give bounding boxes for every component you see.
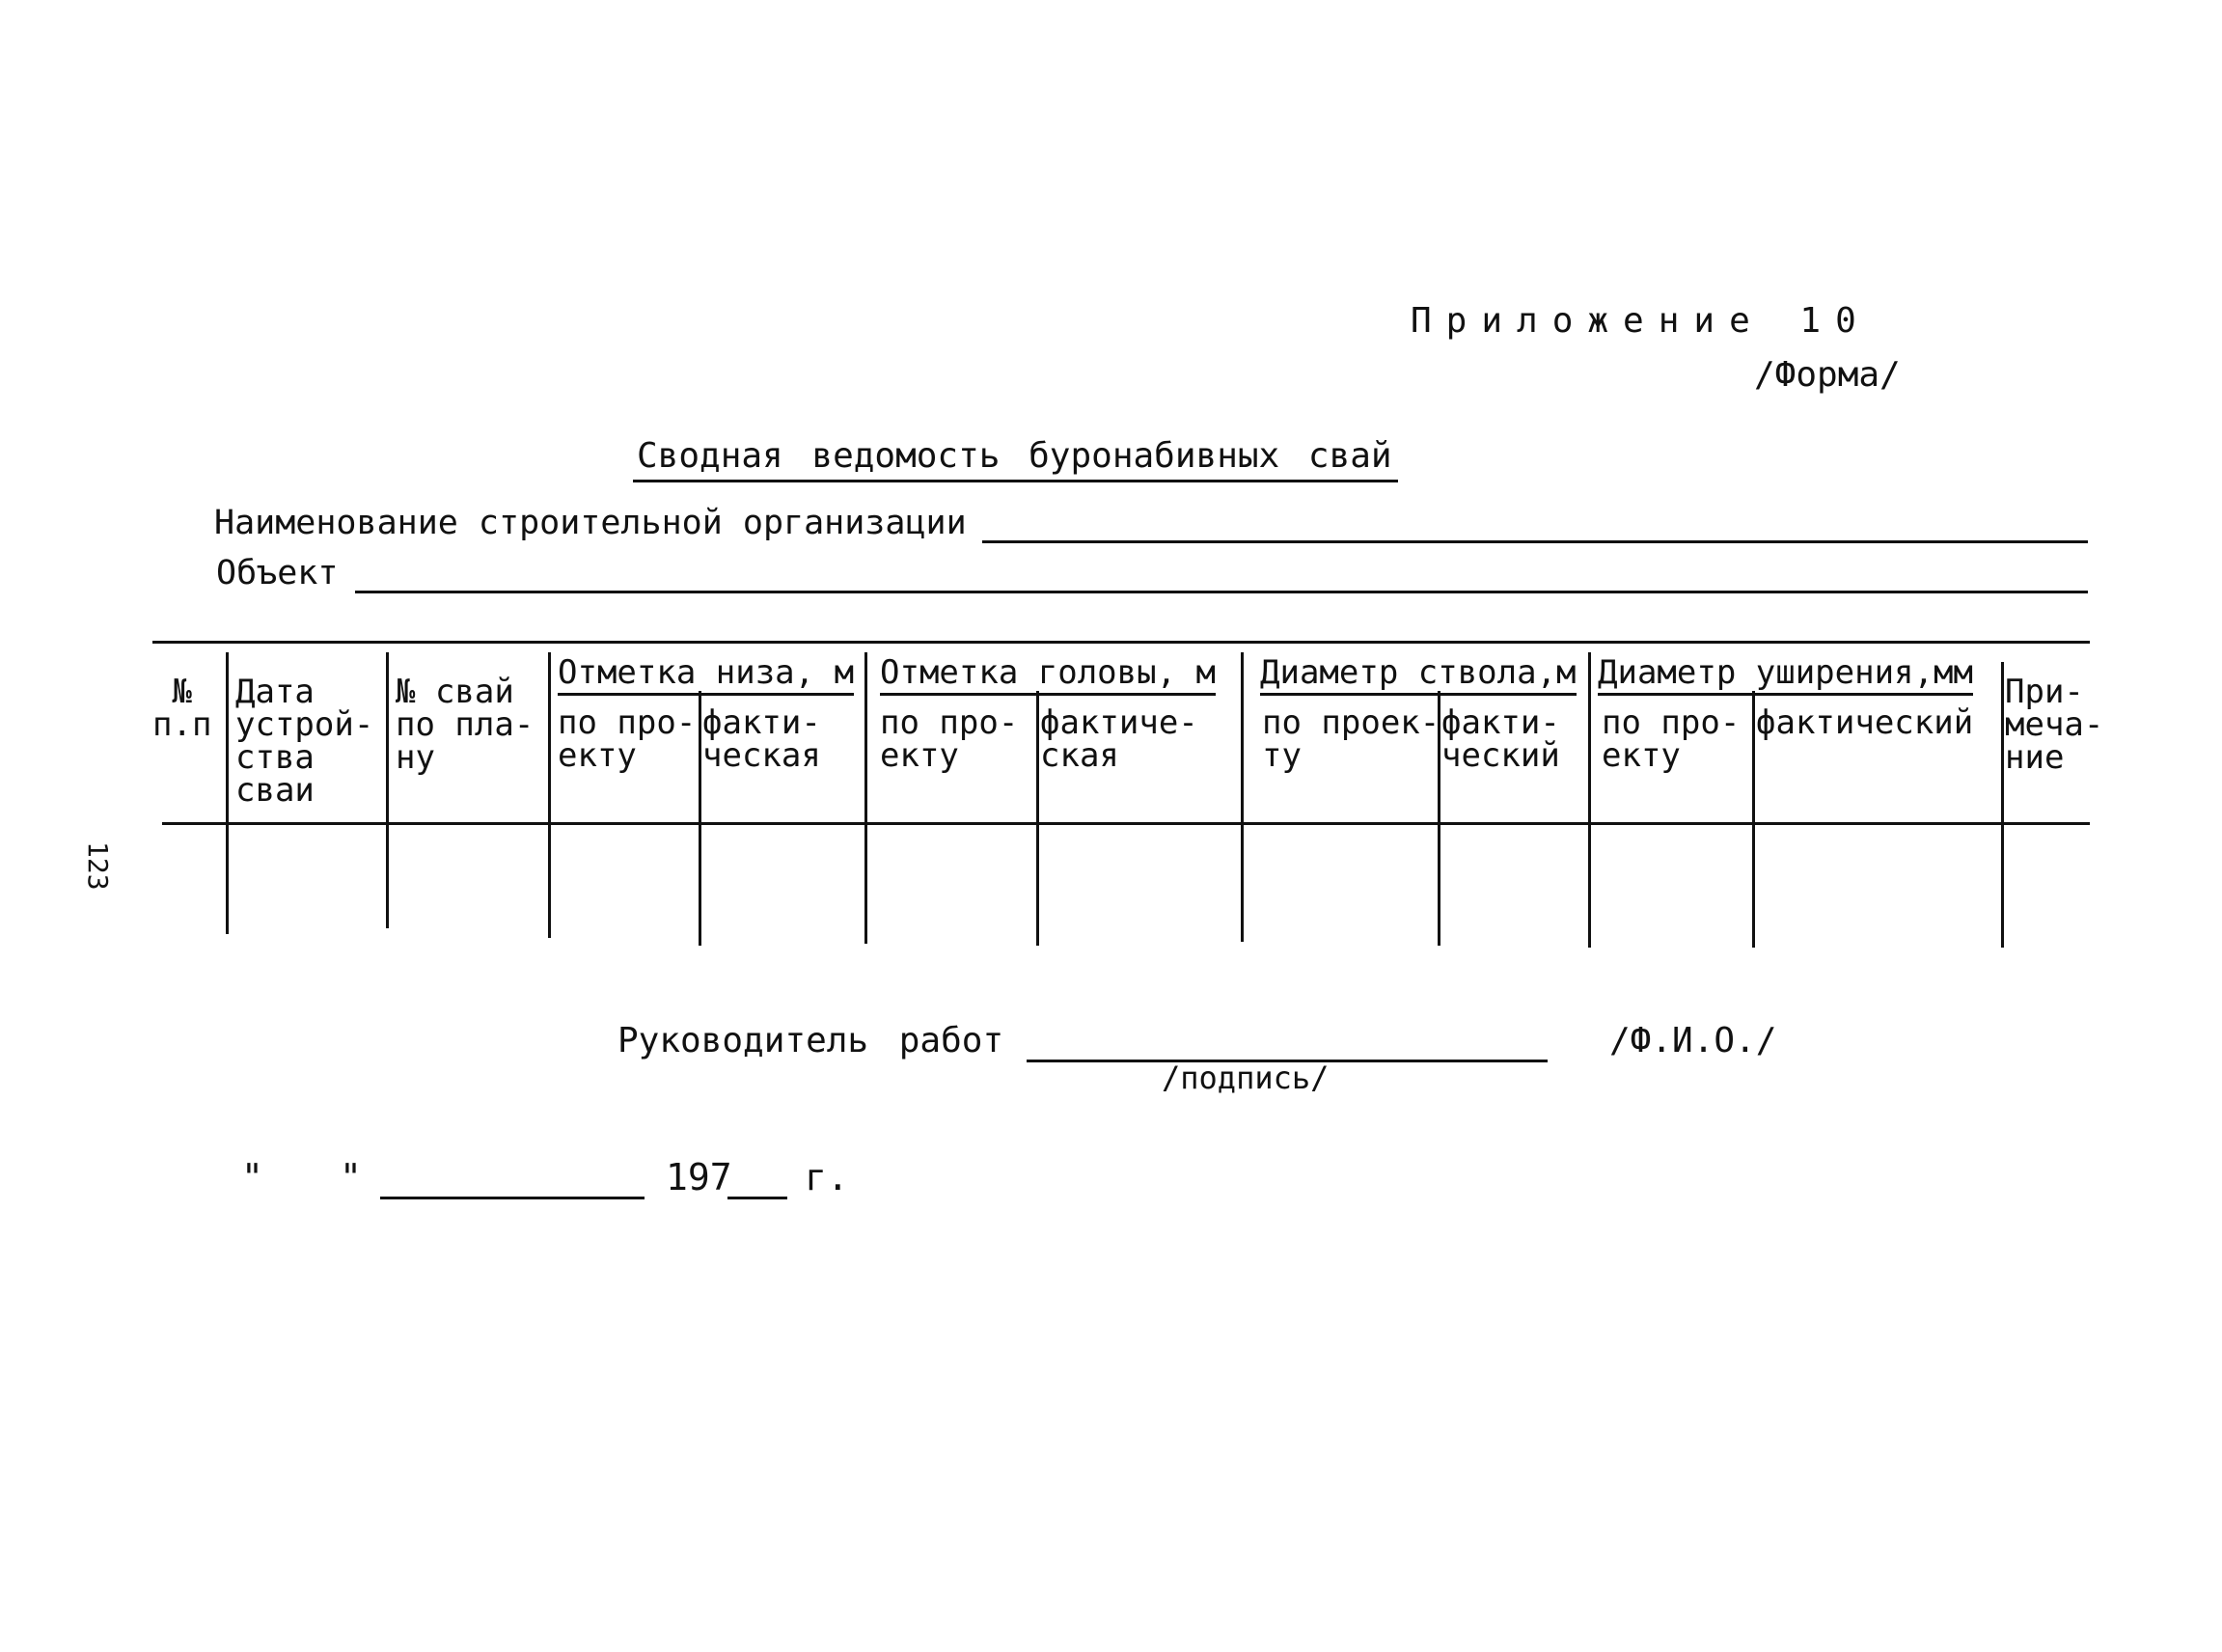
table-col-divider xyxy=(1241,652,1244,942)
date-open-quote: " xyxy=(241,1156,263,1198)
table-header-rule xyxy=(162,822,2090,825)
date-year-prefix: 197 xyxy=(666,1156,732,1198)
object-line[interactable] xyxy=(355,591,2088,593)
bottom-mark-actual: факти- ческая xyxy=(702,703,821,775)
document-title: Сводная ведомость буронабивных свай xyxy=(633,436,1398,482)
head-mark-project: по про- екту xyxy=(880,703,1019,775)
widening-diameter-actual: фактический xyxy=(1756,703,1974,742)
group-shaft-diameter-title: Диаметр ствола,м xyxy=(1260,656,1577,696)
appendix-subtitle: /Форма/ xyxy=(1754,355,1901,395)
table-col-divider xyxy=(548,652,551,938)
group-bottom-mark-title: Отметка низа, м xyxy=(558,656,854,696)
header-number: № п.п xyxy=(152,673,212,744)
group-head-mark-title: Отметка головы, м xyxy=(880,656,1216,696)
table-col-divider xyxy=(226,652,229,934)
table-col-divider xyxy=(2001,662,2004,948)
date-day-month-line[interactable] xyxy=(380,1197,645,1199)
table-col-divider xyxy=(1036,691,1039,946)
date-year-suffix: г. xyxy=(805,1156,849,1198)
signature-caption: /подпись/ xyxy=(1162,1060,1330,1096)
head-mark-actual: фактиче- ская xyxy=(1040,703,1198,775)
table-col-divider xyxy=(1752,691,1755,948)
signature-label: Руководитель работ xyxy=(617,1021,1004,1060)
bottom-mark-project: по про- екту xyxy=(558,703,697,775)
widening-diameter-project: по про- екту xyxy=(1602,703,1741,775)
table-top-rule xyxy=(152,641,2090,644)
table-col-divider xyxy=(864,652,867,944)
object-label: Объект xyxy=(216,554,339,592)
shaft-diameter-project: по проек- ту xyxy=(1262,703,1440,775)
page-number: 123 xyxy=(82,841,114,891)
date-close-quote: " xyxy=(340,1156,362,1198)
header-note: При- меча- ние xyxy=(2005,673,2104,777)
date-year-line[interactable] xyxy=(727,1197,787,1199)
header-pile-number: № свай по пла- ну xyxy=(396,673,535,777)
shaft-diameter-actual: факти- ческий xyxy=(1441,703,1560,775)
group-widening-diameter-title: Диаметр уширения,мм xyxy=(1598,656,1973,696)
org-name-label: Наименование строительной организации xyxy=(214,504,967,542)
table-col-divider xyxy=(1588,652,1591,948)
table-col-divider xyxy=(386,652,389,928)
org-name-line[interactable] xyxy=(982,540,2088,543)
table-col-divider xyxy=(699,691,701,946)
header-date: Дата устрой- ства сваи xyxy=(235,673,374,810)
fio-label: /Ф.И.О./ xyxy=(1609,1021,1777,1060)
appendix-title: Приложение 10 xyxy=(1411,301,1871,341)
